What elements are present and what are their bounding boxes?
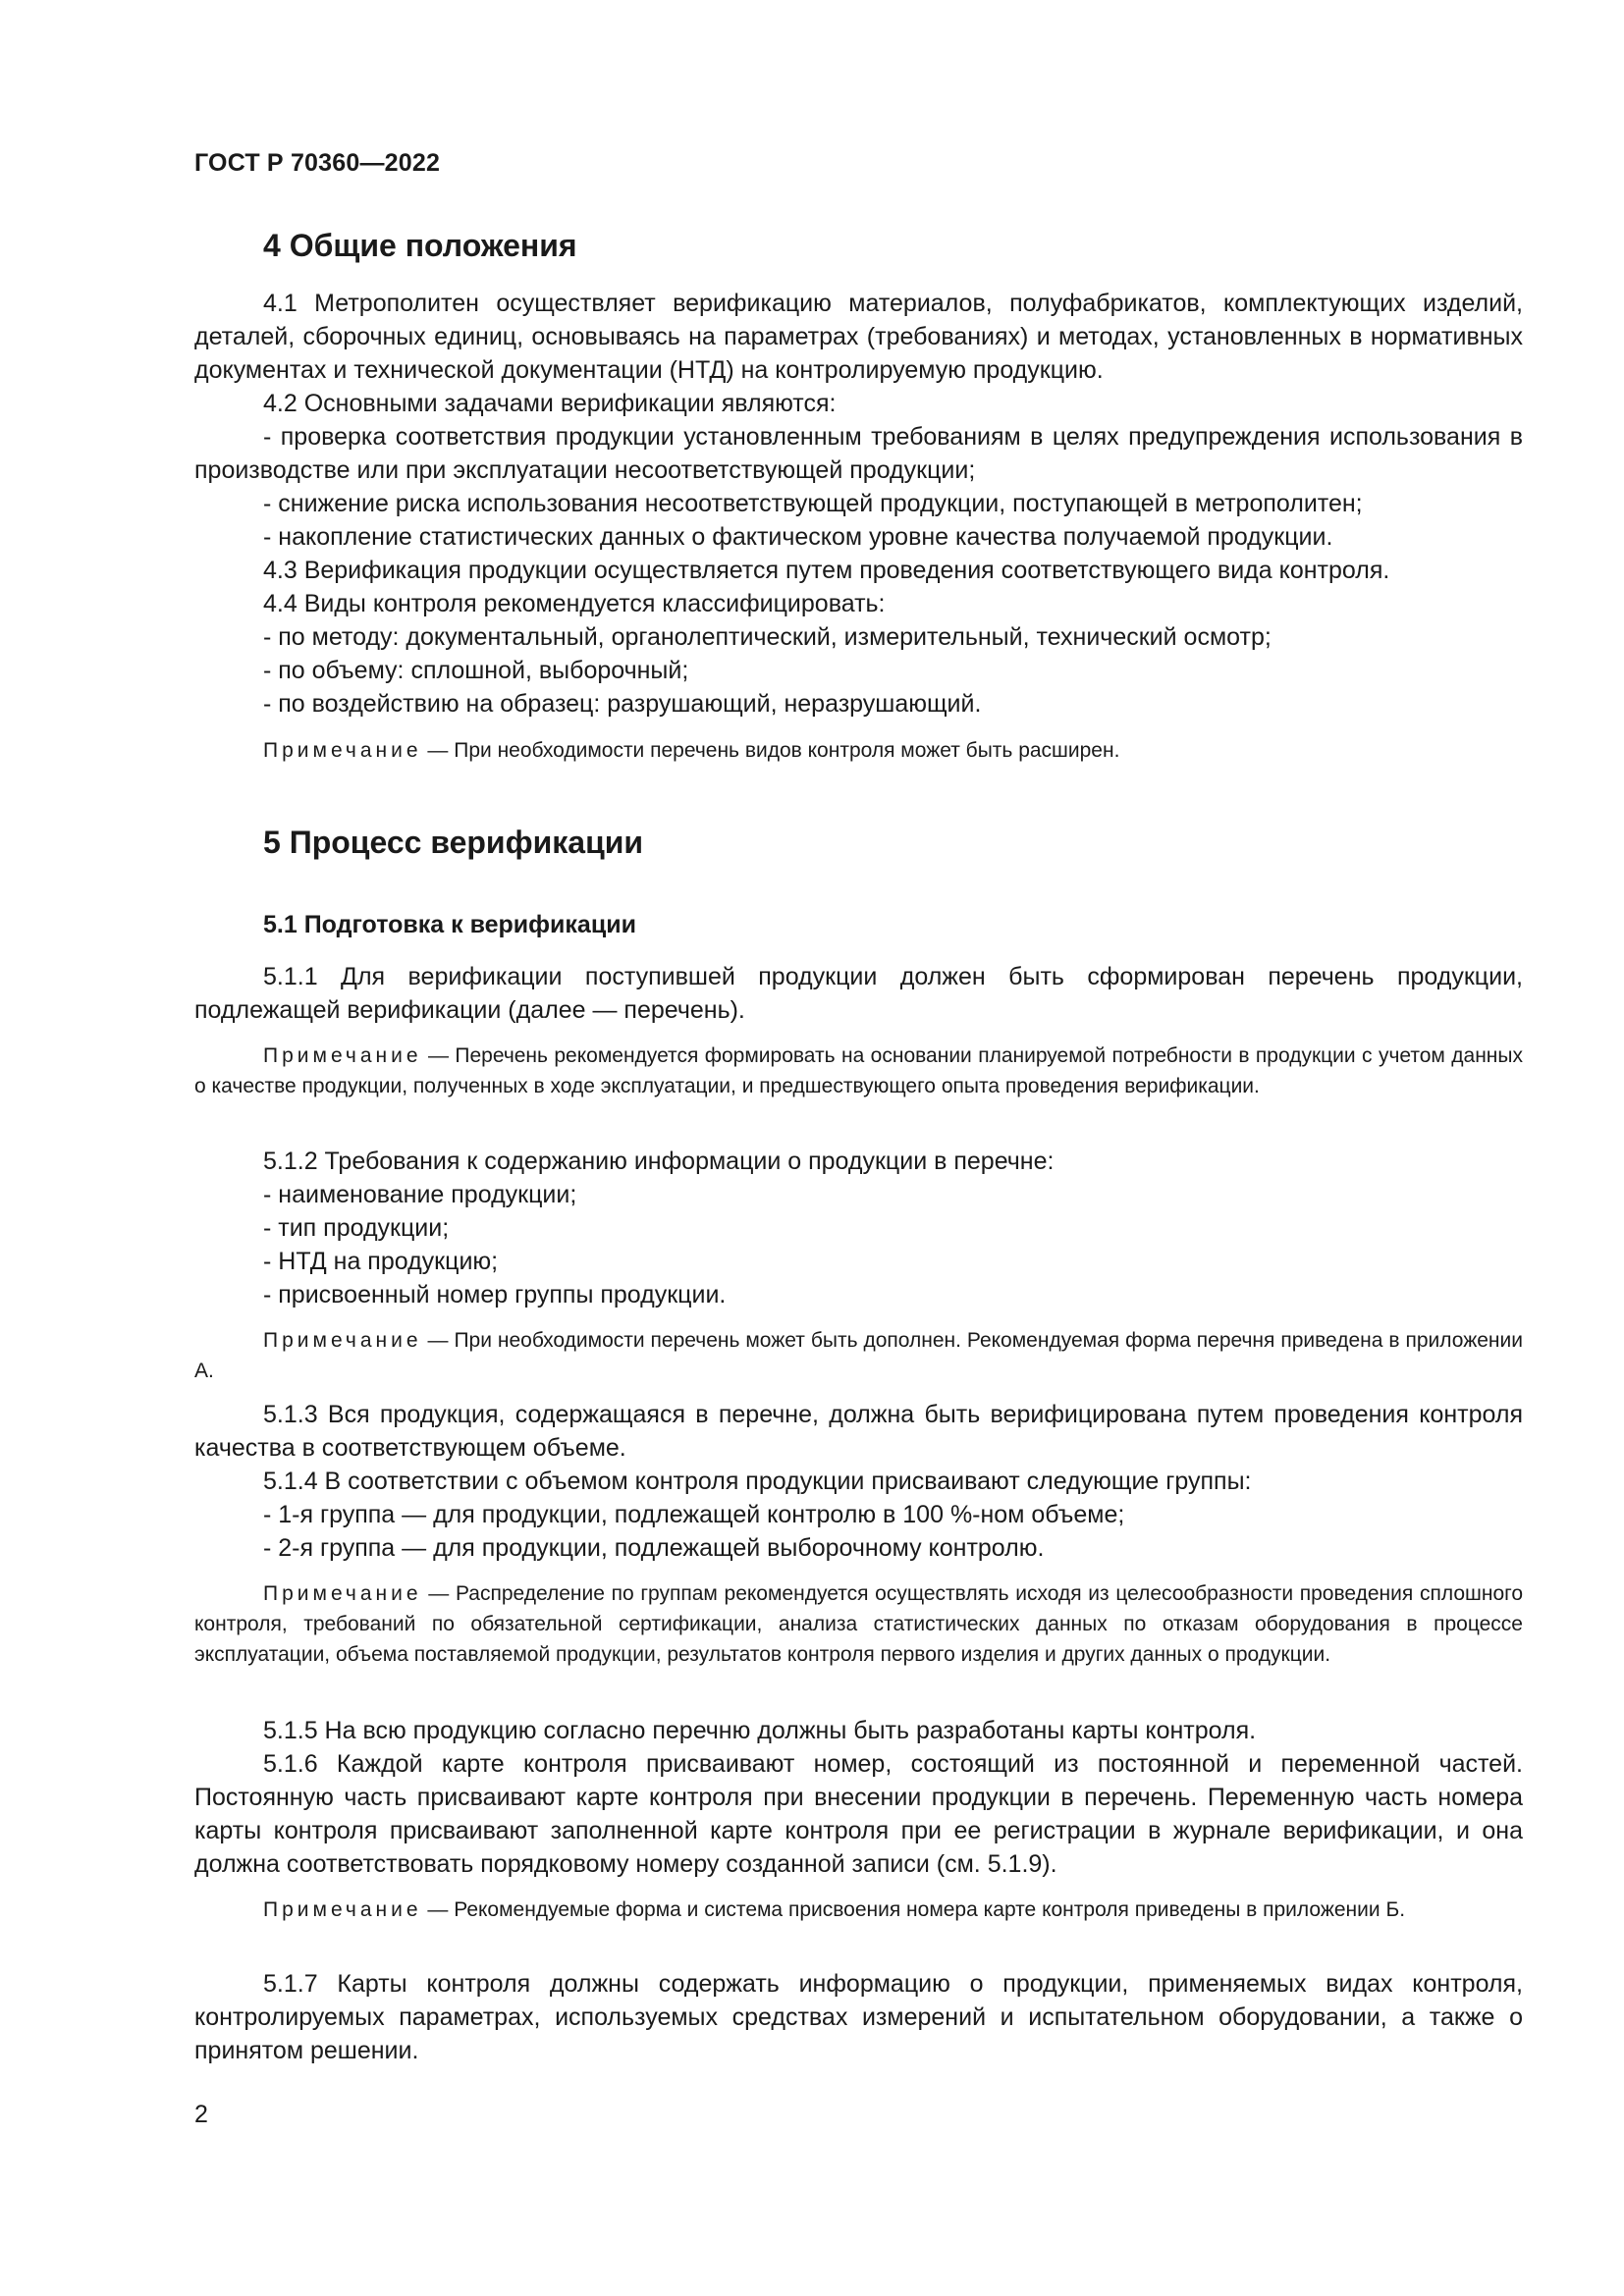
document-header: ГОСТ Р 70360—2022 xyxy=(194,149,441,177)
list-item-5-1-2-c: - НТД на продукцию; xyxy=(263,1248,499,1275)
paragraph-5-1-4: 5.1.4 В соответствии с объемом контроля продукции присваивают следующие группы: xyxy=(263,1468,1252,1495)
note-text: — Рекомендуемые форма и система присвоения номера карте контроля приведены в приложении Б. xyxy=(421,1898,1406,1921)
note-5-1-1 xyxy=(194,1041,1523,1101)
note-label: Примечание xyxy=(263,1898,422,1921)
section-4-body xyxy=(194,287,1523,721)
list-item-4-4-c: - по воздействию на образец: разрушающий, неразрушающий. xyxy=(263,690,982,718)
paragraph-5-1-1: 5.1.1 Для верификации поступившей продукции должен быть сформирован перечень продукции, подлежащей верификации (далее — перечень). xyxy=(194,963,1523,1024)
note-text: — При необходимости перечень видов контроля может быть расширен. xyxy=(421,739,1120,762)
page-number: 2 xyxy=(194,2101,208,2128)
section-5-title: 5 Процесс верификации xyxy=(263,825,644,860)
list-item-4-2-a: - проверка соответствия продукции установленным требованиям в целях предупреждения использования в производстве или при эксплуатации несоответствующей продукции; xyxy=(194,423,1523,484)
note-label: Примечание xyxy=(263,1582,422,1605)
list-item-5-1-2-b: - тип продукции; xyxy=(263,1214,450,1242)
note-label: Примечание xyxy=(263,739,422,762)
section-4-title: 4 Общие положения xyxy=(263,228,577,263)
paragraph-5-1-2-block xyxy=(194,1145,1523,1311)
paragraph-5-1-6: 5.1.6 Каждой карте контроля присваивают номер, состоящий из постоянной и переменной частей. Постоянную часть присваивают карте контроля при внесении продукции в перечень. Переменную часть номера карты контроля присваивают заполненной карте контроля при ее регистрации в журнале верификации, и она должна соответствовать порядковому номеру созданной записи (см. 5.1.9). xyxy=(194,1750,1523,1878)
list-item-5-1-4-b: - 2-я группа — для продукции, подлежащей выборочному контролю. xyxy=(263,1534,1045,1562)
paragraph-5-1-2: 5.1.2 Требования к содержанию информации о продукции в перечне: xyxy=(263,1148,1055,1175)
paragraph-4-2: 4.2 Основными задачами верификации являются: xyxy=(263,390,837,417)
paragraph-4-1: 4.1 Метрополитен осуществляет верификацию материалов, полуфабрикатов, комплектующих изделий, деталей, сборочных единиц, основываясь на параметрах (требованиях) и методах, установленных в нормативных документах и технической документации (НТД) на контролируемую продукцию. xyxy=(194,290,1523,384)
list-item-4-4-b: - по объему: сплошной, выборочный; xyxy=(263,657,689,684)
paragraph-5-1-5-block xyxy=(194,1714,1523,1881)
note-section-4 xyxy=(194,735,1523,766)
note-label: Примечание xyxy=(263,1329,422,1352)
paragraph-5-1-3-block xyxy=(194,1398,1523,1565)
paragraph-5-1-3: 5.1.3 Вся продукция, содержащаяся в перечне, должна быть верифицирована путем проведения контроля качества в соответствующем объеме. xyxy=(194,1401,1523,1462)
note-label: Примечание xyxy=(263,1044,422,1067)
paragraph-5-1-5: 5.1.5 На всю продукцию согласно перечню должны быть разработаны карты контроля. xyxy=(263,1717,1257,1744)
paragraph-4-4: 4.4 Виды контроля рекомендуется классифицировать: xyxy=(263,590,886,617)
note-text: — Перечень рекомендуется формировать на основании планируемой потребности в продукции с учетом данных о качестве продукции, полученных в ходе эксплуатации, и предшествующего опыта проведения верификации. xyxy=(194,1044,1523,1097)
paragraph-5-1-7-block xyxy=(194,1967,1523,2067)
list-item-5-1-4-a: - 1-я группа — для продукции, подлежащей контролю в 100 %-ном объеме; xyxy=(263,1501,1125,1528)
paragraph-5-1-1-block xyxy=(194,960,1523,1027)
list-item-4-2-c: - накопление статистических данных о фактическом уровне качества получаемой продукции. xyxy=(263,523,1333,551)
paragraph-4-3: 4.3 Верификация продукции осуществляется путем проведения соответствующего вида контроля. xyxy=(263,557,1390,584)
list-item-5-1-2-d: - присвоенный номер группы продукции. xyxy=(263,1281,727,1308)
list-item-4-2-b: - снижение риска использования несоответствующей продукции, поступающей в метрополитен; xyxy=(263,490,1363,517)
list-item-5-1-2-a: - наименование продукции; xyxy=(263,1181,577,1208)
note-5-1-2 xyxy=(194,1325,1523,1386)
note-text: — При необходимости перечень может быть дополнен. Рекомендуемая форма перечня приведена в приложении А. xyxy=(194,1329,1523,1382)
note-5-1-4 xyxy=(194,1578,1523,1670)
note-5-1-6 xyxy=(194,1895,1523,1925)
paragraph-5-1-7: 5.1.7 Карты контроля должны содержать информацию о продукции, применяемых видах контроля, контролируемых параметрах, используемых средствах измерений и испытательном оборудовании, а также о принятом решении. xyxy=(194,1970,1523,2064)
subsection-5-1-title: 5.1 Подготовка к верификации xyxy=(263,911,636,938)
list-item-4-4-a: - по методу: документальный, органолептический, измерительный, технический осмотр; xyxy=(263,623,1272,651)
note-text: — Распределение по группам рекомендуется осуществлять исходя из целесообразности проведения сплошного контроля, требований по обязательной сертификации, анализа статистических данных по отказам оборудования в процессе эксплуатации, объема поставляемой продукции, результатов контроля первого изделия и других данных о продукции. xyxy=(194,1582,1523,1666)
